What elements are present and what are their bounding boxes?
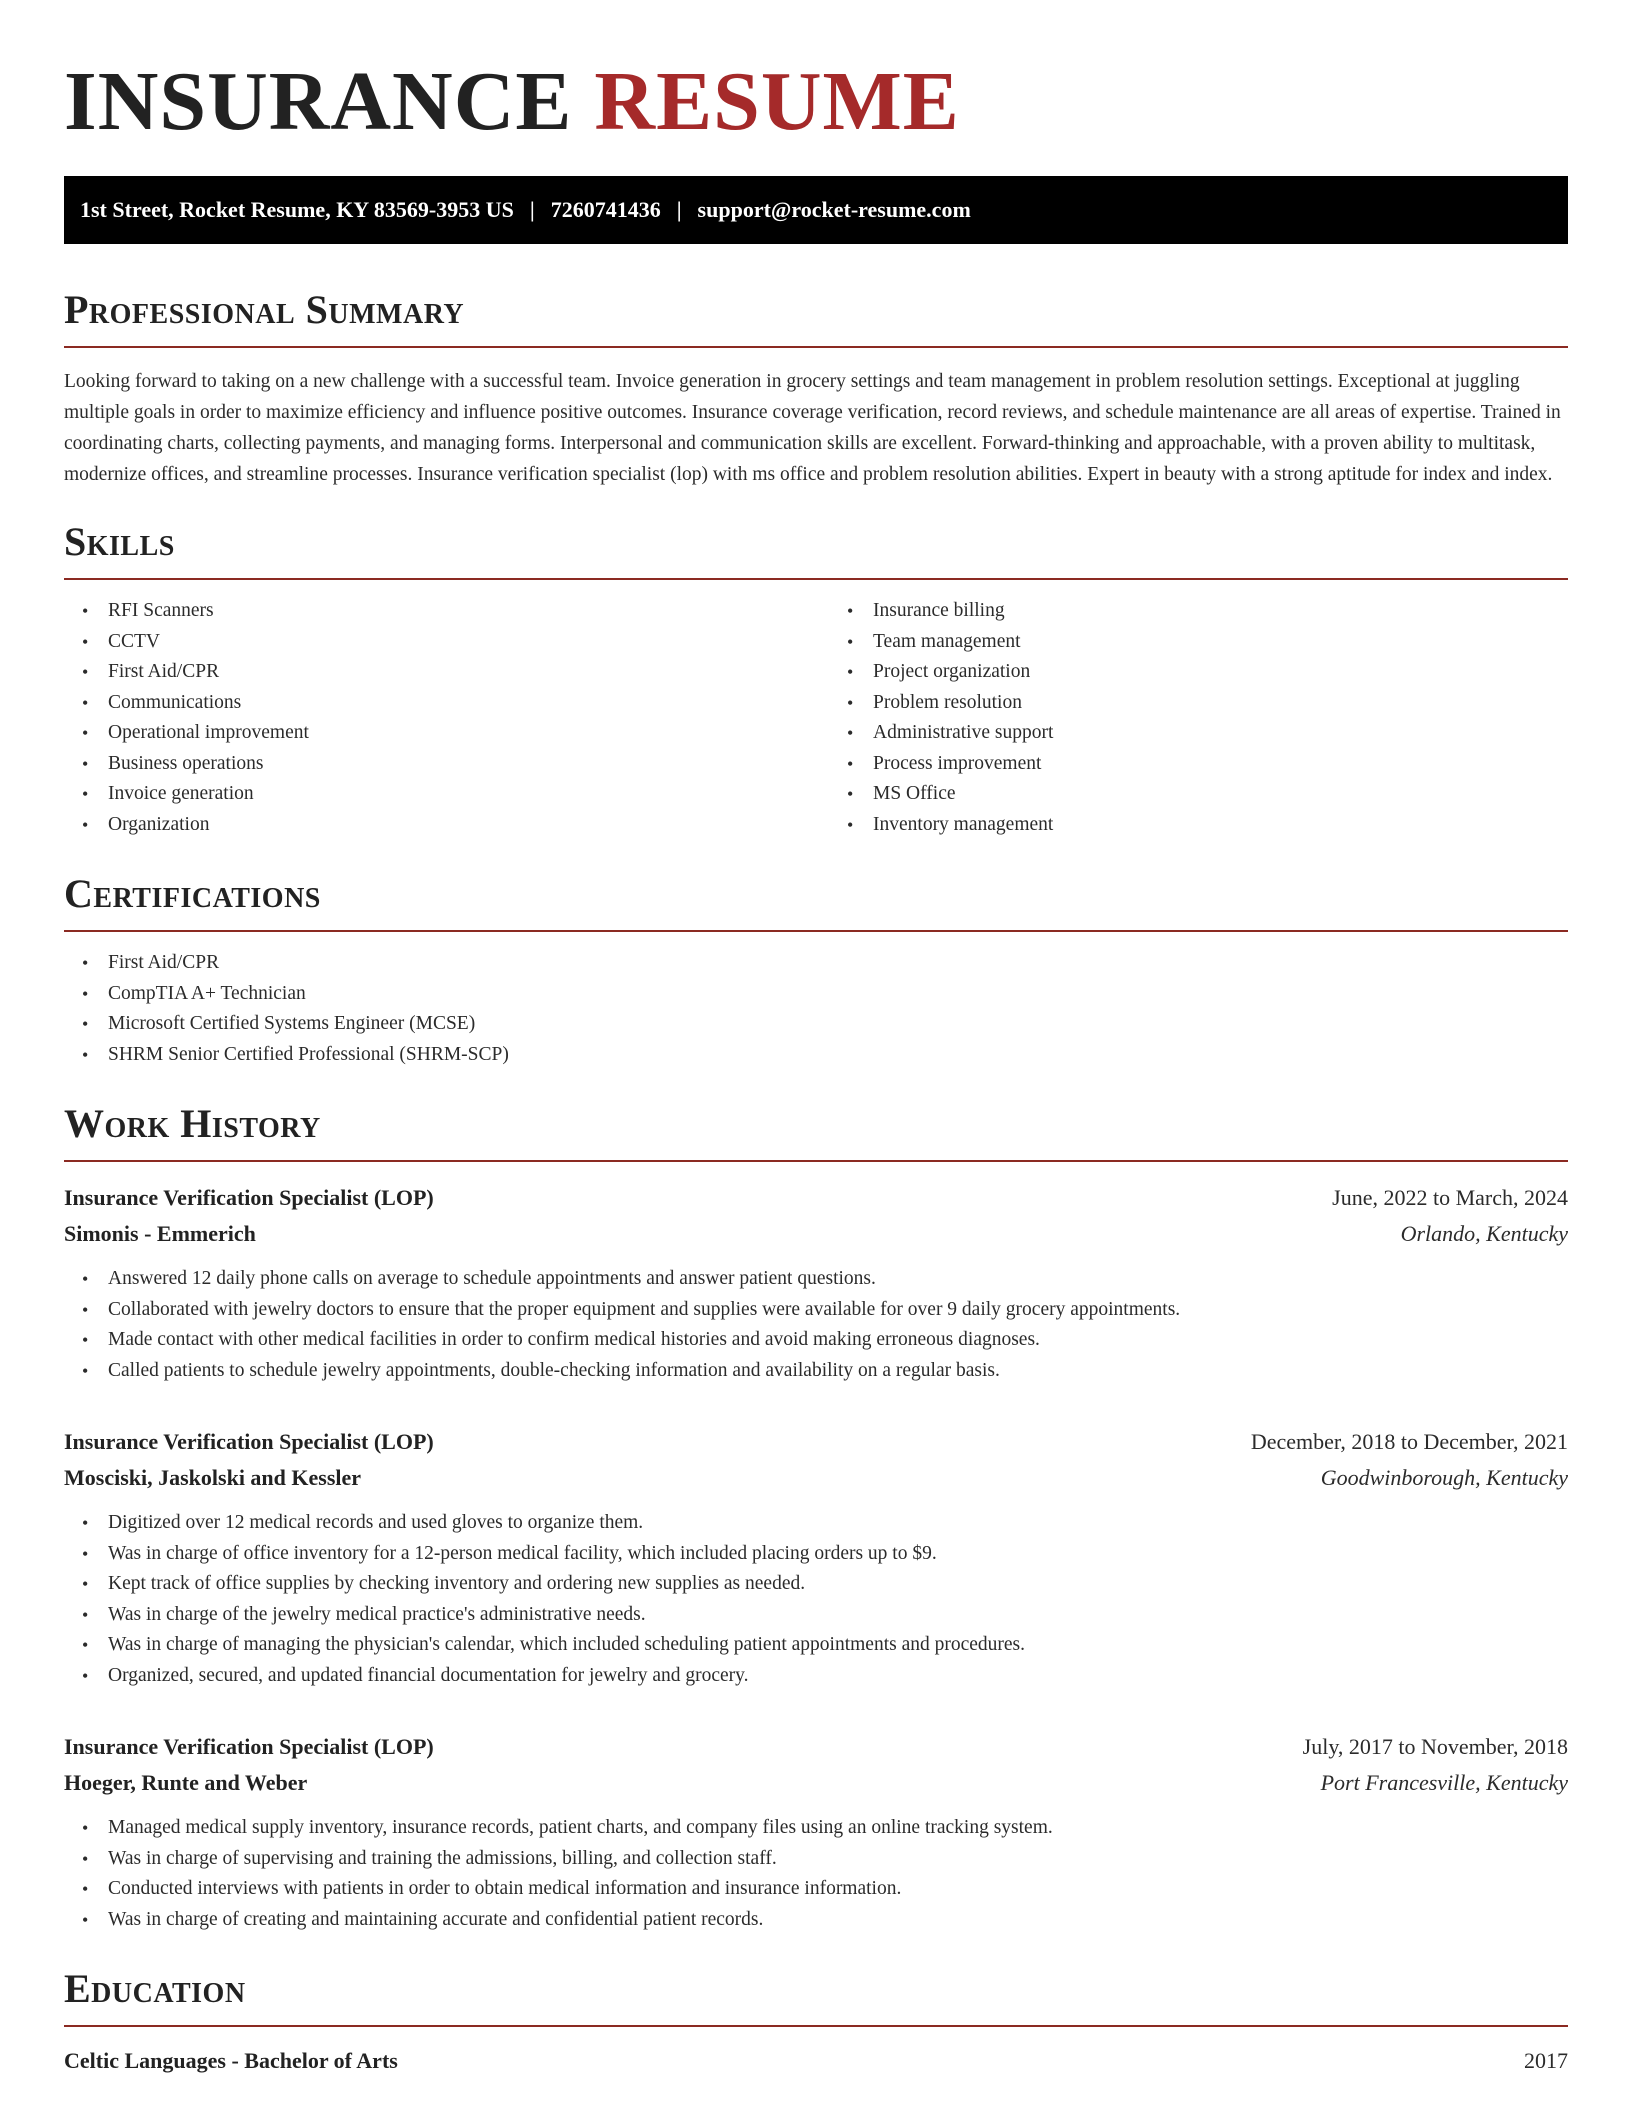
job-location: Goodwinborough, Kentucky (1320, 1465, 1568, 1490)
skill-item: • Organization (108, 810, 803, 841)
education-year: 2017 (1524, 2048, 1568, 2073)
skills-section (64, 518, 1568, 840)
skill-item: • Problem resolution (873, 688, 1568, 719)
job-title: Insurance Verification Specialist (LOP) (64, 1429, 434, 1454)
job-entry (64, 1729, 1568, 1935)
section-divider (64, 930, 1568, 932)
section-divider (64, 2025, 1568, 2027)
job-bullet: • Collaborated with jewelry doctors to ensure that the proper equipment and supplies were available for over 9 daily grocery appointments. (108, 1295, 1568, 1326)
job-bullet: • Was in charge of creating and maintaining accurate and confidential patient records. (108, 1905, 1568, 1936)
certifications-section (64, 870, 1568, 1070)
job-bullets (64, 1264, 1568, 1386)
name-last: RESUME (594, 55, 960, 148)
job-bullet: • Was in charge of office inventory for a 12-person medical facility, which included placing orders up to $9. (108, 1539, 1568, 1570)
job-bullets (64, 1813, 1568, 1935)
job-entry (64, 1180, 1568, 1386)
job-bullets (64, 1508, 1568, 1691)
skill-item: • Business operations (108, 749, 803, 780)
skill-item: • Invoice generation (108, 779, 803, 810)
certification-item: • Microsoft Certified Systems Engineer (MCSE) (108, 1009, 1568, 1040)
section-title-work-history: Work History (64, 1101, 321, 1146)
summary-section (64, 286, 1568, 490)
job-company: Mosciski, Jaskolski and Kessler (64, 1465, 362, 1490)
job-bullet: • Was in charge of the jewelry medical practice's administrative needs. (108, 1600, 1568, 1631)
job-bullet: • Was in charge of managing the physician's calendar, which included scheduling patient appointments and procedures. (108, 1630, 1568, 1661)
certification-item: • First Aid/CPR (108, 948, 1568, 979)
job-location: Port Francesville, Kentucky (1320, 1770, 1568, 1795)
job-bullet: • Digitized over 12 medical records and used gloves to organize them. (108, 1508, 1568, 1539)
job-location: Orlando, Kentucky (1400, 1221, 1568, 1246)
contact-separator: | (676, 197, 682, 222)
job-bullet: • Conducted interviews with patients in order to obtain medical information and insurance information. (108, 1874, 1568, 1905)
summary-text: Looking forward to taking on a new challenge with a successful team. Invoice generation in grocery settings and team management in problem resolution settings. Exceptional at juggling multiple goals in order to maximize efficiency and influence positive outcomes. Insurance coverage verification, record reviews, and schedule maintenance are all areas of expertise. Trained in coordinating charts, collecting payments, and managing forms. Interpersonal and communication skills are excellent. Forward-thinking and approachable, with a proven ability to multitask, modernize offices, and streamline processes. Insurance verification specialist (lop) with ms office and problem resolution abilities. Expert in beauty with a strong aptitude for index and index. (64, 371, 1561, 485)
job-bullet: • Was in charge of supervising and training the admissions, billing, and collection staff. (108, 1844, 1568, 1875)
job-bullet: • Managed medical supply inventory, insurance records, patient charts, and company files using an online tracking system. (108, 1813, 1568, 1844)
skill-item: • Inventory management (873, 810, 1568, 841)
section-divider (64, 1160, 1568, 1162)
contact-separator: | (529, 197, 535, 222)
section-divider (64, 346, 1568, 348)
skill-item: • MS Office (873, 779, 1568, 810)
job-company-row (64, 1216, 1568, 1252)
skills-list-left (64, 596, 803, 840)
job-header-row (64, 1180, 1568, 1216)
job-title: Insurance Verification Specialist (LOP) (64, 1185, 434, 1210)
skills-list-right (803, 596, 1568, 840)
job-dates: July, 2017 to November, 2018 (1302, 1734, 1568, 1759)
skill-item: • Project organization (873, 657, 1568, 688)
job-header-row (64, 1424, 1568, 1460)
section-title-skills: Skills (64, 519, 175, 564)
job-company-row (64, 1460, 1568, 1496)
job-header-row (64, 1729, 1568, 1765)
skills-columns (64, 580, 1568, 840)
contact-address: 1st Street, Rocket Resume, KY 83569-3953 US (80, 197, 514, 222)
job-dates: December, 2018 to December, 2021 (1250, 1429, 1568, 1454)
section-title-certifications: Certifications (64, 871, 321, 916)
resume-name (64, 0, 1568, 176)
job-bullet: • Made contact with other medical facilities in order to confirm medical histories and avoid making erroneous diagnoses. (108, 1325, 1568, 1356)
skill-item: • Operational improvement (108, 718, 803, 749)
skill-item: • Administrative support (873, 718, 1568, 749)
contact-phone: 7260741436 (550, 197, 661, 222)
education-entry (64, 2043, 1568, 2079)
skill-item: • First Aid/CPR (108, 657, 803, 688)
contact-bar (64, 176, 1568, 244)
job-title: Insurance Verification Specialist (LOP) (64, 1734, 434, 1759)
work-history-section (64, 1100, 1568, 1935)
certification-item: • SHRM Senior Certified Professional (SHRM-SCP) (108, 1040, 1568, 1071)
contact-email: support@rocket-resume.com (697, 197, 971, 222)
skill-item: • Team management (873, 627, 1568, 658)
education-section (64, 1965, 1568, 2079)
section-title-summary: Professional Summary (64, 287, 465, 332)
job-bullet: • Called patients to schedule jewelry appointments, double-checking information and availability on a regular basis. (108, 1356, 1568, 1387)
skill-item: • CCTV (108, 627, 803, 658)
skill-item: • Communications (108, 688, 803, 719)
name-first: INSURANCE (64, 55, 573, 148)
job-company: Simonis - Emmerich (64, 1221, 256, 1246)
job-company: Hoeger, Runte and Weber (64, 1770, 308, 1795)
section-title-education: Education (64, 1966, 246, 2011)
certifications-list (64, 948, 1568, 1070)
job-bullet: • Organized, secured, and updated financial documentation for jewelry and grocery. (108, 1661, 1568, 1692)
certification-item: • CompTIA A+ Technician (108, 979, 1568, 1010)
job-bullet: • Answered 12 daily phone calls on average to schedule appointments and answer patient questions. (108, 1264, 1568, 1295)
education-degree: Celtic Languages - Bachelor of Arts (64, 2048, 398, 2073)
skill-item: • RFI Scanners (108, 596, 803, 627)
job-bullet: • Kept track of office supplies by checking inventory and ordering new supplies as needed. (108, 1569, 1568, 1600)
job-entry (64, 1424, 1568, 1691)
skill-item: • Process improvement (873, 749, 1568, 780)
skill-item: • Insurance billing (873, 596, 1568, 627)
job-company-row (64, 1765, 1568, 1801)
job-dates: June, 2022 to March, 2024 (1332, 1185, 1568, 1210)
